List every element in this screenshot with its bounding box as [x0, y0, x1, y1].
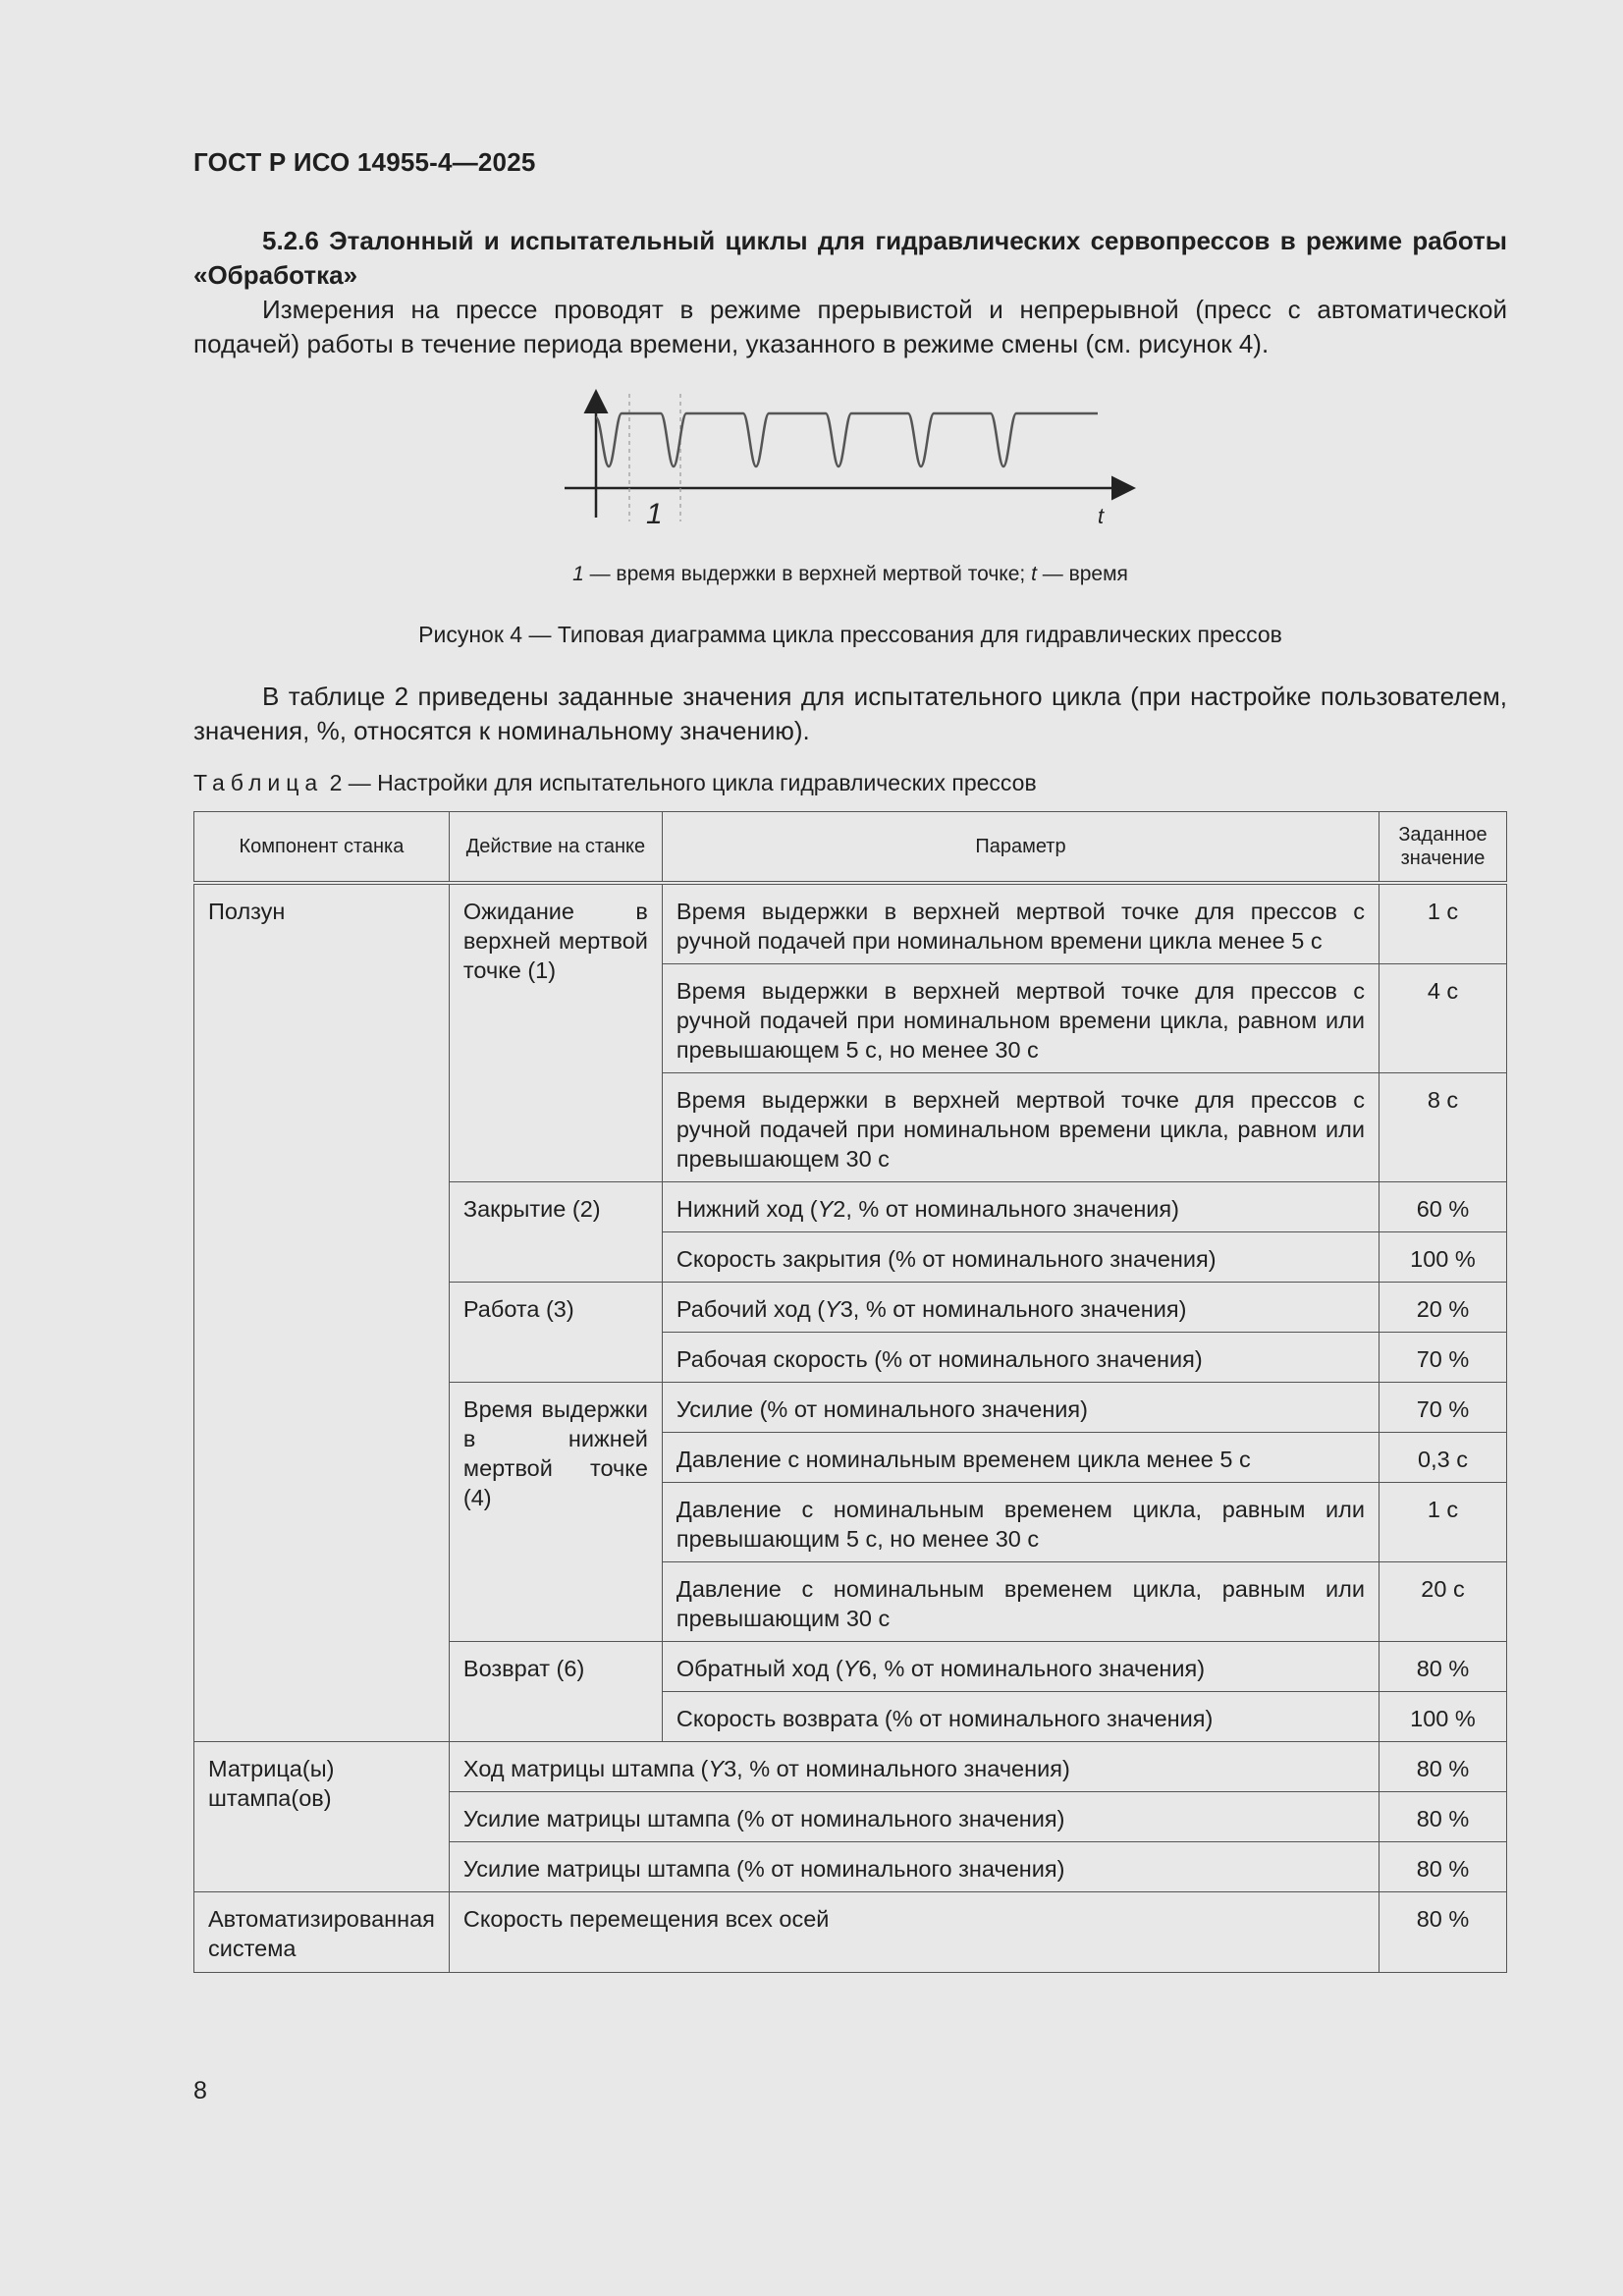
param-cell: Усилие (% от номинального значения) [662, 1383, 1379, 1433]
header-parameter: Параметр [662, 812, 1379, 884]
param-symbol: Y [817, 1196, 834, 1222]
param-text: Нижний ход ( [676, 1196, 818, 1222]
action-cell-return: Возврат (6) [449, 1642, 662, 1742]
value-cell: 60 % [1380, 1182, 1507, 1232]
param-text: Рабочий ход ( [676, 1296, 826, 1322]
section-title [193, 224, 1507, 293]
param-cell: Усилие матрицы штампа (% от номинального значения) [449, 1842, 1379, 1892]
header-value: Заданное значение [1380, 812, 1507, 884]
param-cell [662, 1182, 1379, 1232]
value-cell: 80 % [1380, 1792, 1507, 1842]
param-symbol: Y [842, 1656, 859, 1681]
table-caption-text: 2 — Настройки для испытательного цикла гидравлических прессов [323, 770, 1037, 795]
group-cell-polzun: Ползун [194, 883, 450, 1742]
legend-text-1: — время выдержки в верхней мертвой точке; [583, 563, 1032, 585]
legend-text-t: — время [1036, 563, 1128, 585]
figure-caption: Рисунок 4 — Типовая диаграмма цикла прессования для гидравлических прессов [418, 622, 1282, 647]
value-cell: 4 с [1380, 964, 1507, 1073]
value-cell: 70 % [1380, 1333, 1507, 1383]
diagram-label-1: 1 [646, 498, 663, 530]
table-caption-label: Таблица [193, 770, 324, 795]
param-cell: Скорость возврата (% от номинального значения) [662, 1692, 1379, 1742]
value-cell: 20 % [1380, 1283, 1507, 1333]
group-cell-auto: Автоматизированная система [194, 1892, 450, 1973]
param-cell: Усилие матрицы штампа (% от номинального значения) [449, 1792, 1379, 1842]
param-text: Ход матрицы штампа ( [462, 1756, 709, 1781]
settings-table [193, 811, 1507, 1973]
page-number: 8 [193, 2077, 207, 2105]
param-text: Обратный ход ( [676, 1656, 843, 1681]
param-cell: Давление с номинальным временем цикла менее 5 с [662, 1433, 1379, 1483]
param-cell [662, 1283, 1379, 1333]
paragraph-1-text: Измерения на прессе проводят в режиме прерывистой и непрерывной (пресс с автоматической подачей) работы в течение периода времени, указанного в режиме смены (см. рисунок 4). [193, 295, 1507, 358]
value-cell: 80 % [1380, 1642, 1507, 1692]
table-caption [193, 770, 1037, 796]
param-cell: Давление с номинальным временем цикла, равным или превышающим 30 с [662, 1562, 1379, 1642]
value-cell: 20 с [1380, 1562, 1507, 1642]
param-text: 3, % от номинального значения) [724, 1756, 1070, 1781]
param-cell [662, 1642, 1379, 1692]
value-cell: 100 % [1380, 1692, 1507, 1742]
value-cell: 0,3 с [1380, 1433, 1507, 1483]
action-cell-close: Закрытие (2) [449, 1182, 662, 1283]
param-symbol: Y [708, 1756, 725, 1781]
value-cell: 1 с [1380, 1483, 1507, 1562]
group-cell-matrix: Матрица(ы) штампа(ов) [194, 1742, 450, 1892]
param-cell: Время выдержки в верхней мертвой точке для прессов с ручной подачей при номинальном времени цикла менее 5 с [662, 883, 1379, 964]
value-cell: 100 % [1380, 1232, 1507, 1283]
section-paragraph-1 [193, 293, 1507, 361]
param-cell [449, 1742, 1379, 1792]
cycle-waveform [596, 413, 1098, 466]
param-cell: Скорость закрытия (% от номинального значения) [662, 1232, 1379, 1283]
legend-key-t: t [1031, 563, 1037, 585]
table-header-row [194, 812, 1507, 884]
legend-key-1: 1 [572, 563, 584, 585]
diagram-label-t: t [1098, 504, 1105, 528]
param-symbol: Y [825, 1296, 840, 1322]
action-cell-wait-top: Ожидание в верхней мертвой точке (1) [449, 883, 662, 1182]
value-cell: 80 % [1380, 1892, 1507, 1973]
param-text: 2, % от номинального значения) [833, 1196, 1179, 1222]
param-cell: Рабочая скорость (% от номинального значения) [662, 1333, 1379, 1383]
header-action: Действие на станке [449, 812, 662, 884]
value-cell: 80 % [1380, 1742, 1507, 1792]
table-row [194, 1892, 1507, 1973]
param-text: 6, % от номинального значения) [858, 1656, 1206, 1681]
section-title-text: 5.2.6 Эталонный и испытательный циклы для гидравлических сервопрессов в режиме работы «Обработка» [193, 226, 1507, 290]
paragraph-2-text: В таблице 2 приведены заданные значения для испытательного цикла (при настройке пользователем, значения, %, относятся к номинальному значению). [193, 682, 1507, 745]
param-cell: Время выдержки в верхней мертвой точке для прессов с ручной подачей при номинальном времени цикла, равном или превышающем 30 с [662, 1073, 1379, 1182]
value-cell: 70 % [1380, 1383, 1507, 1433]
param-cell: Время выдержки в верхней мертвой точке для прессов с ручной подачей при номинальном времени цикла, равном или превышающем 5 с, но менее 30 с [662, 964, 1379, 1073]
header-component: Компонент станка [194, 812, 450, 884]
document-header: ГОСТ Р ИСО 14955-4—2025 [193, 147, 536, 177]
value-cell: 1 с [1380, 883, 1507, 964]
figure-legend [193, 563, 1507, 586]
section-paragraph-2 [193, 680, 1507, 748]
table-row [194, 883, 1507, 964]
param-cell: Скорость перемещения всех осей [449, 1892, 1379, 1973]
value-cell: 8 с [1380, 1073, 1507, 1182]
action-cell-work: Работа (3) [449, 1283, 662, 1383]
value-cell: 80 % [1380, 1842, 1507, 1892]
param-cell: Давление с номинальным временем цикла, равным или превышающим 5 с, но менее 30 с [662, 1483, 1379, 1562]
table-row [194, 1742, 1507, 1792]
action-cell-dwell-bottom: Время выдержки в нижней мертвой точке (4) [449, 1383, 662, 1642]
param-text: 3, % от номинального значения) [839, 1296, 1187, 1322]
press-cycle-diagram [550, 378, 1159, 535]
